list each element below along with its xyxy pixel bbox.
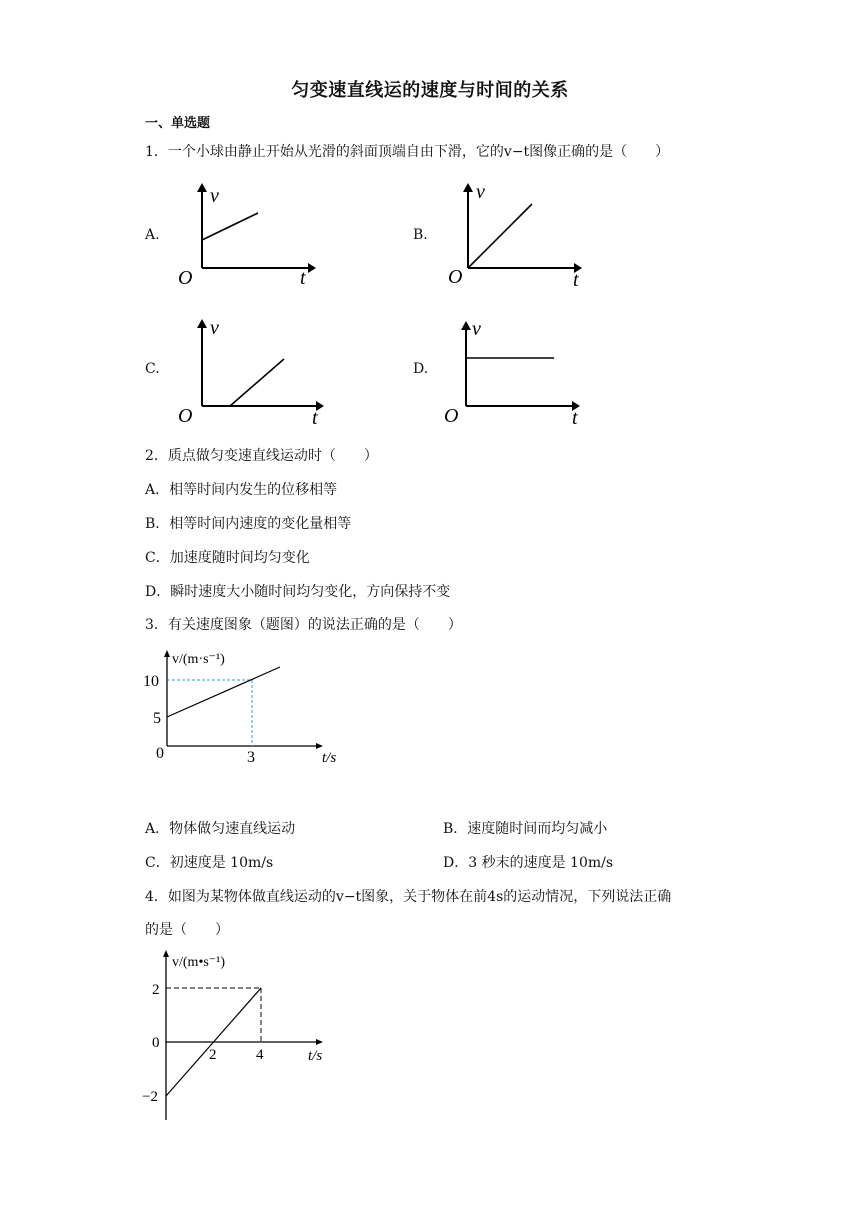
q3-option-b: B．速度随时间而均匀减小: [443, 821, 608, 837]
question-4-stem-line1: 4．如图为某物体做直线运动的v−t图象，关于物体在前4s的运动情况，下列说法正确: [145, 889, 672, 905]
question-4-stem-line2: 的是（ ）: [145, 922, 229, 938]
v-axis-arrow-icon: [163, 950, 169, 957]
q1-option-b-label: B.: [413, 227, 428, 243]
graph-line: [167, 667, 280, 717]
q1-graph-d: [438, 316, 588, 428]
question-1-stem: 1．一个小球由静止开始从光滑的斜面顶端自由下滑，它的v−t图像正确的是（ ）: [145, 144, 670, 160]
y-tick-neg2: −2: [142, 1089, 158, 1105]
v-axis-arrow-icon: [197, 319, 207, 328]
q4-velocity-graph: [140, 945, 350, 1125]
v-axis-arrow-icon: [463, 183, 473, 192]
q3-option-a: A．物体做匀速直线运动: [145, 821, 296, 837]
q3-option-c: C．初速度是 10m/s: [145, 855, 274, 871]
q3-velocity-graph: [140, 645, 350, 770]
q1-graph-c: [172, 314, 332, 428]
y-tick-10: 10: [143, 673, 159, 690]
x-axis-label: t/s: [308, 1048, 323, 1064]
y-tick-5: 5: [153, 710, 161, 727]
y-tick-0: 0: [152, 1035, 160, 1051]
origin-label: O: [178, 405, 193, 427]
origin-label: O: [448, 266, 463, 288]
x-tick-4: 4: [256, 1047, 264, 1063]
v-label: v: [210, 317, 219, 339]
v-axis-arrow-icon: [461, 321, 471, 330]
x-axis-label: t/s: [322, 750, 337, 766]
q2-option-a: A．相等时间内发生的位移相等: [145, 482, 338, 498]
x-tick-3: 3: [247, 749, 255, 766]
t-label: t: [573, 269, 579, 290]
origin-label: O: [444, 405, 459, 427]
q1-graph-a: [170, 180, 320, 290]
q3-option-d: D．3 秒末的速度是 10m/s: [443, 855, 614, 871]
t-axis-arrow-icon: [316, 743, 323, 749]
y-axis-label: v/(m•s⁻¹): [172, 955, 226, 970]
q2-option-c: C．加速度随时间均匀变化: [145, 550, 310, 566]
x-tick-2: 2: [209, 1047, 217, 1063]
y-axis-label: v/(m·s⁻¹): [172, 652, 225, 667]
v-label: v: [472, 318, 481, 340]
v-label: v: [476, 181, 485, 203]
t-axis-arrow-icon: [316, 1039, 323, 1045]
v-axis-arrow-icon: [164, 650, 170, 657]
t-label: t: [300, 267, 306, 289]
y-tick-0: 0: [156, 745, 164, 762]
q2-option-d: D．瞬时速度大小随时间均匀变化，方向保持不变: [145, 584, 451, 600]
q2-option-b: B．相等时间内速度的变化量相等: [145, 516, 352, 532]
t-label: t: [312, 407, 318, 428]
q1-option-d-label: D.: [413, 361, 429, 377]
t-axis-arrow-icon: [308, 263, 316, 273]
origin-label: O: [178, 267, 193, 289]
graph-line: [202, 213, 258, 240]
q1-option-c-label: C.: [145, 361, 160, 377]
question-2-stem: 2．质点做匀变速直线运动时（ ）: [145, 448, 378, 464]
page-title: 匀变速直线运的速度与时间的关系: [291, 80, 569, 101]
v-label: v: [210, 185, 219, 207]
y-tick-2: 2: [152, 982, 160, 998]
graph-line: [230, 359, 284, 406]
v-axis-arrow-icon: [197, 183, 207, 192]
question-3-stem: 3．有关速度图象（题图）的说法正确的是（ ）: [145, 617, 462, 633]
section-heading: 一、单选题: [145, 116, 211, 131]
t-label: t: [572, 407, 578, 428]
q1-graph-b: [438, 178, 588, 290]
graph-line: [468, 204, 532, 268]
q1-option-a-label: A.: [145, 227, 160, 243]
